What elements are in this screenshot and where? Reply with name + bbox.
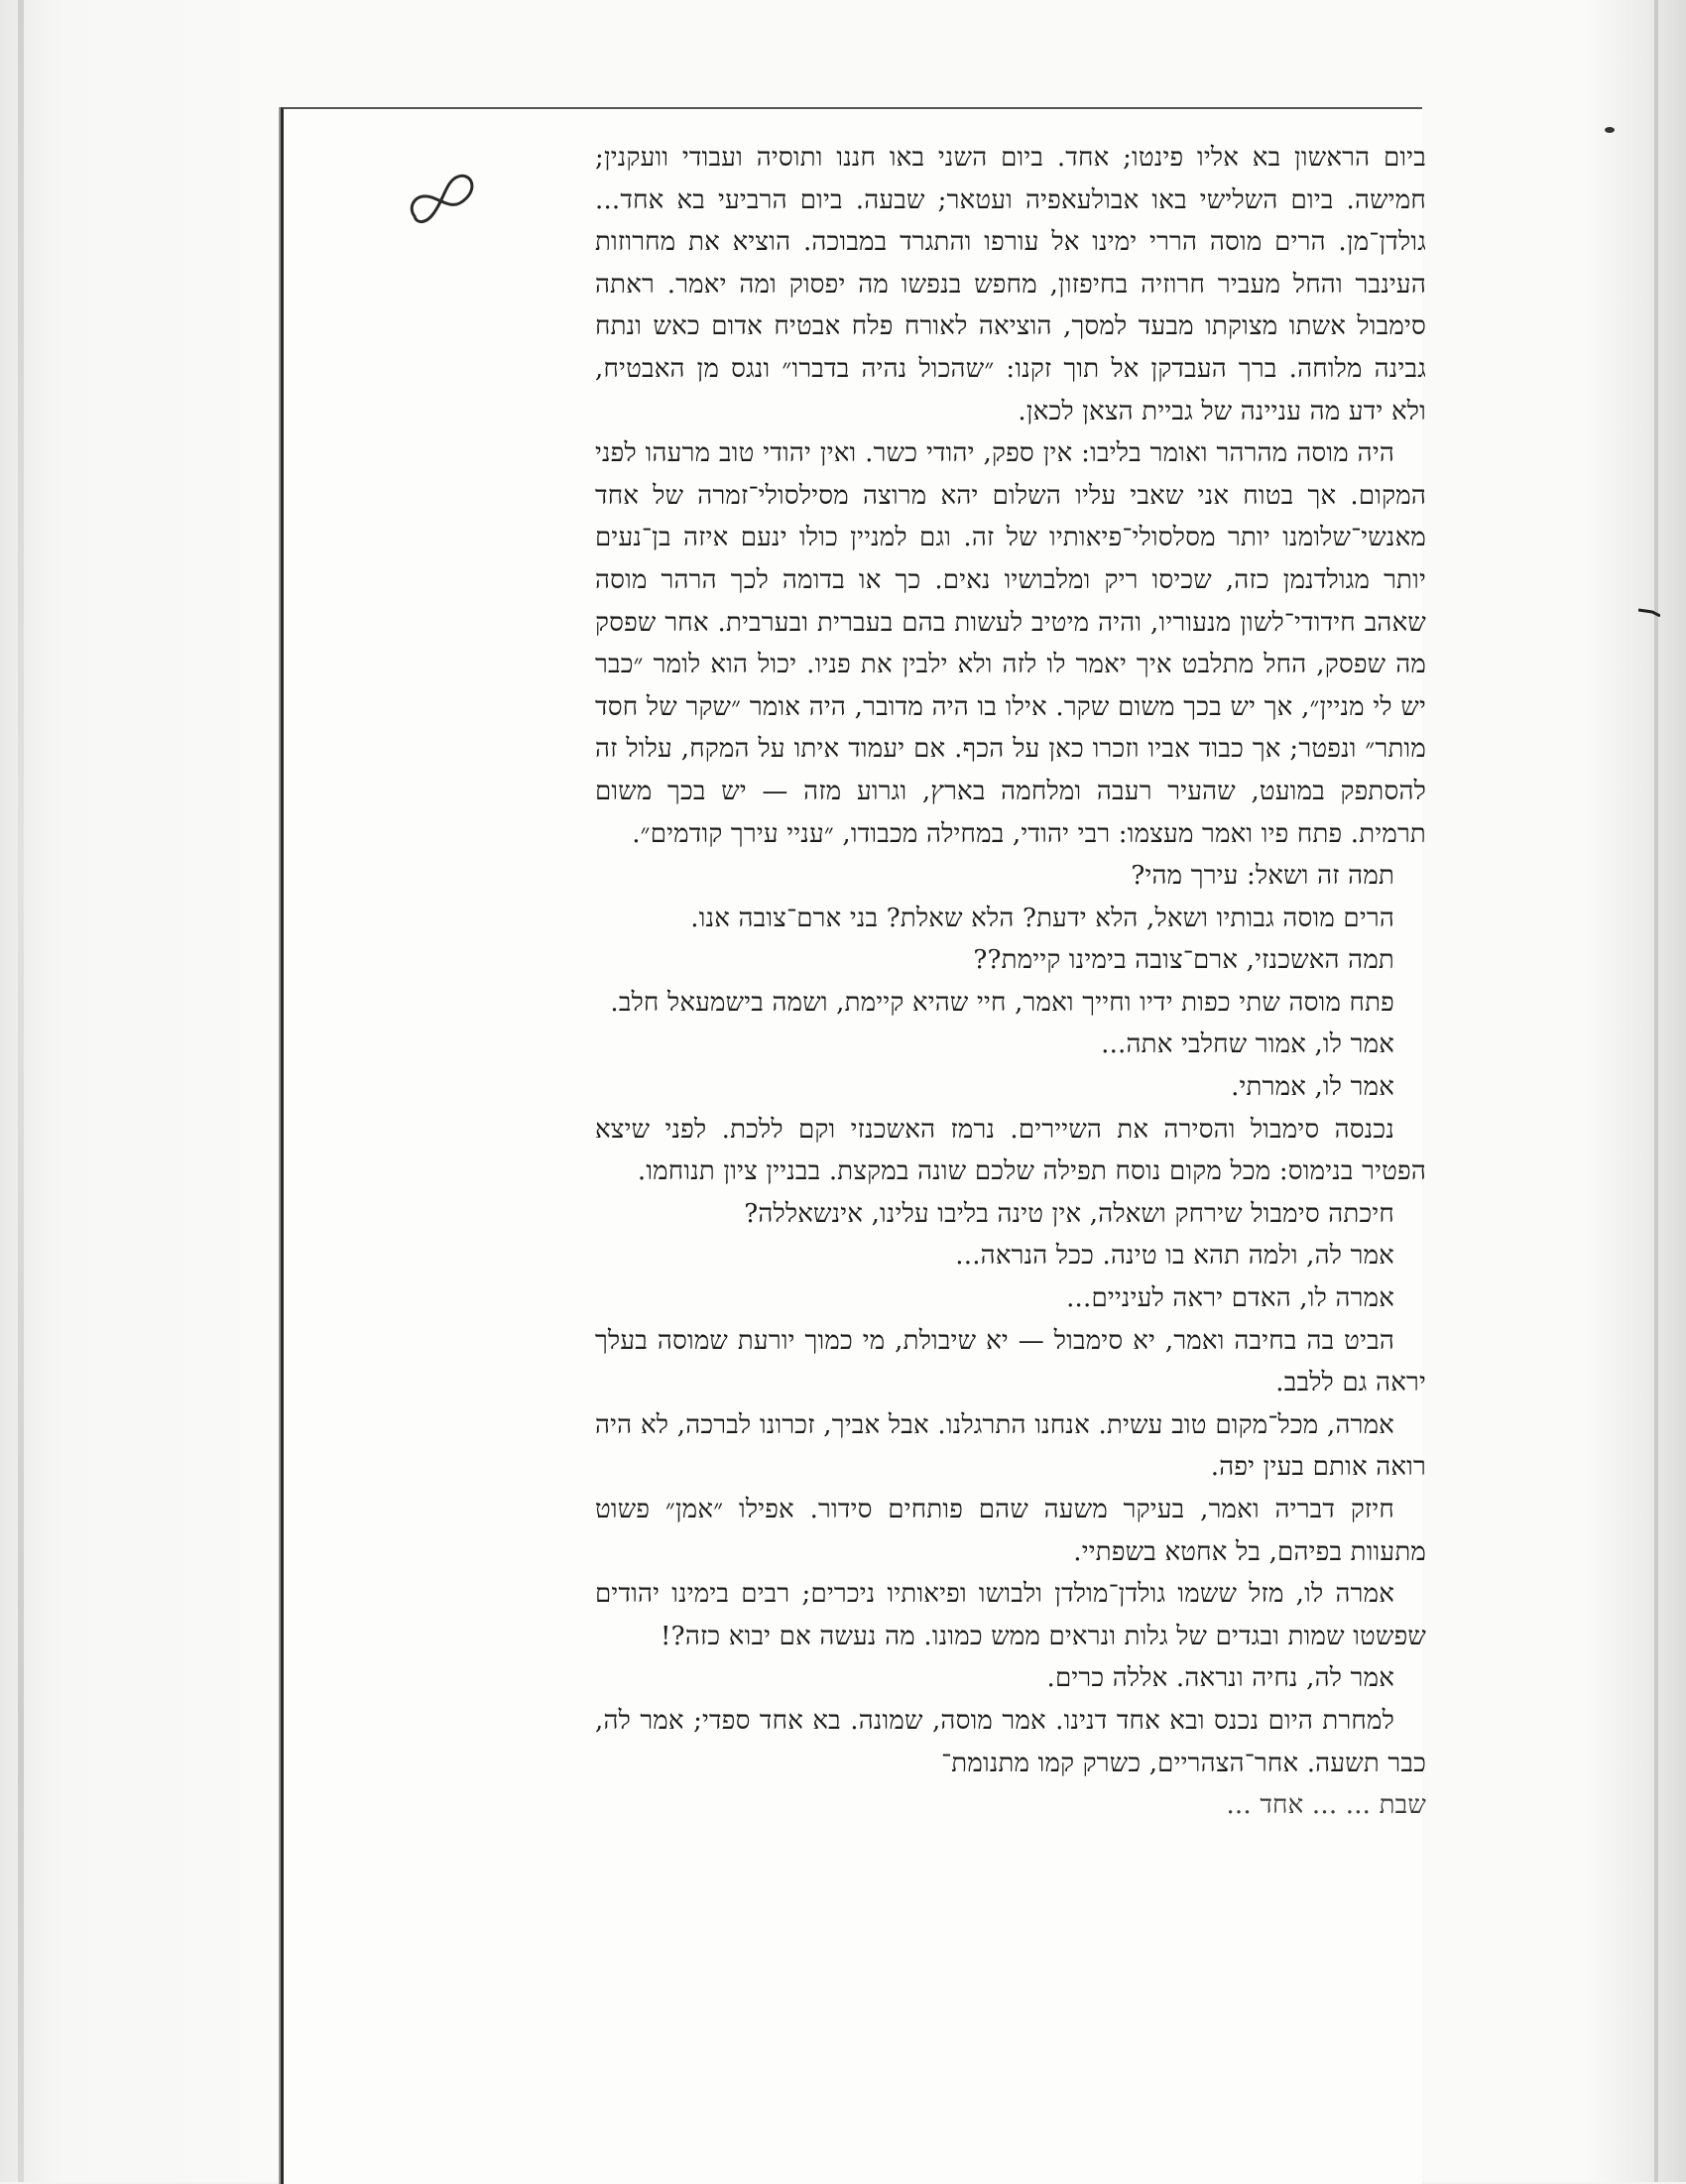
body-text	[595, 137, 1426, 1827]
paragraph: אמר לו, אמרתי.	[1231, 1072, 1394, 1103]
paragraph: היה מוסה מהרהר ואומר בליבו: אין ספק, יהודי כשר. ואין יהודי טוב מרעהו לפני המקום. אך בטוח אני שאבי עליו השלום יהא מרוצה מסילסולי־זמרה של אחד מאנשי־שלומנו יותר מסלסולי־פיאותיו של זה. וגם למניין כולו ינעם איזה בן־נעים יותר מגולדנמן כזה, שכיסו ריק ומלבושיו נאים. כך או בדומה לכך הרהר מוסה שאהב חידודי־לשון מנעוריו, והיה מיטיב לעשות בהם בעברית ובערבית. אחר שפסק מה שפסק, החל מתלבט איך יאמר לו לזה ולא ילבין את פניו. יכול הוא לומר ״כבר יש לי מניין״, אך יש בכך משום שקר. אילו בו היה מדובר, היה אומר ״שקר של חסד מותר״ ונפטר; אך כבוד אביו וזכרו כאן על הכף. אם יעמוד איתו על המקח, עלול זה להסתפק במועט, שהעיר רעבה ומלחמה בארץ, וגרוע מזה — יש בכך משום תרמית. פתח פיו ואמר מעצמו: רבי יהודי, במחילה מכבודו, ״עניי עירך קודמים״.	[595, 438, 1426, 849]
paragraph: ביום הראשון בא אליו פינטו; אחד. ביום השני באו חננו ותוסיה ועבודי וועקנין; חמישה. ביום השלישי באו אבולעאפיה ועטאר; שבעה. ביום הרביעי בא אחד... גולדן־מן. הרים מוסה הררי ימינו אל עורפו והתגרד במבוכה. הוציא את מחרוזות העינבר והחל מעביר חרוזיה בחיפזון, מחפש בנפשו מה יפסוק ומה יאמר. ראתה סימבול אשתו מצוקתו מבעד למסך, הוציאה לאורח פלח אבטיח אדום כאש ונתח גבינה מלוחה. ברך העבדקן אל תוך זקנו: ״שהכול נהיה בדברו״ ונגס מן האבטיח, ולא ידע מה עניינה של גביית הצאן לכאן.	[595, 143, 1426, 426]
paragraph: אמרה, מכל־מקום טוב עשית. אנחנו התרגלנו. אבל אביך, זכרונו לברכה, לא היה רואה אותם בעין יפה.	[595, 1409, 1426, 1483]
paragraph: תמה זה ושאל: עירך מהי?	[1131, 861, 1394, 892]
scan-right-edge	[1654, 0, 1658, 2182]
scan-speck	[1605, 127, 1615, 133]
scan-margin-mark	[1638, 607, 1660, 617]
paragraph: חיזק דבריה ואמר, בעיקר משעה שהם פותחים סידור. אפילו ״אמן״ פשוט מתעוות בפיהם, בל אחטא בשפתיי.	[595, 1495, 1426, 1567]
paragraph: אמר לה, נחיה ונראה. אללה כרים.	[1046, 1663, 1394, 1694]
paragraph: נכנסה סימבול והסירה את השיירים. נרמז האשכנזי וקם ללכת. לפני שיצא הפטיר בנימוס: מכל מקום נוסח תפילה שלכם שונה במקצת. בבניין ציון תנוחמו.	[595, 1114, 1426, 1187]
paragraph: תמה האשכנזי, ארם־צובה בימינו קיימת??	[973, 945, 1394, 976]
paragraph: פתח מוסה שתי כפות ידיו וחייך ואמר, חיי שהיא קיימת, ושמה בישמעאל חלב.	[610, 987, 1394, 1018]
paragraph: הביט בה בחיבה ואמר, יא סימבול — יא שיבולת, מי כמוך יורעת שמוסה בעלך יראה גם ללבב.	[595, 1325, 1426, 1398]
paragraph: אמר לו, אמור שחלבי אתה...	[1101, 1030, 1394, 1060]
paragraph: למחרת היום נכנס ובא אחד דנינו. אמר מוסה, שמונה. בא אחד ספדי; אמר לה, כבר תשעה. אחר־הצהריים, כשרק קמו מתנומת־	[595, 1705, 1426, 1778]
paragraph: הרים מוסה גבותיו ושאל, הלא ידעת? הלא שאלת? בני ארם־צובה אנו.	[690, 903, 1394, 933]
paragraph-cut-off: שבת ... ... אחד ...	[1226, 1790, 1426, 1821]
handwritten-page-number	[405, 169, 484, 238]
paragraph: אמר לה, ולמה תהא בו טינה. ככל הנראה...	[955, 1241, 1394, 1272]
scan-left-edge	[18, 0, 24, 2182]
paragraph: חיכתה סימבול שירחק ושאלה, אין טינה בליבו עלינו, אינשאללה?	[744, 1198, 1394, 1229]
paragraph: אמרה לו, האדם יראה לעיניים...	[1066, 1283, 1394, 1314]
paragraph: אמרה לו, מזל ששמו גולדן־מולדן ולבושו ופיאותיו ניכרים; רבים בימינו יהודים שפשטו שמות ובגדים של גלות ונראים ממש כמונו. מה נעשה אם יבוא כזה?!	[595, 1579, 1426, 1651]
